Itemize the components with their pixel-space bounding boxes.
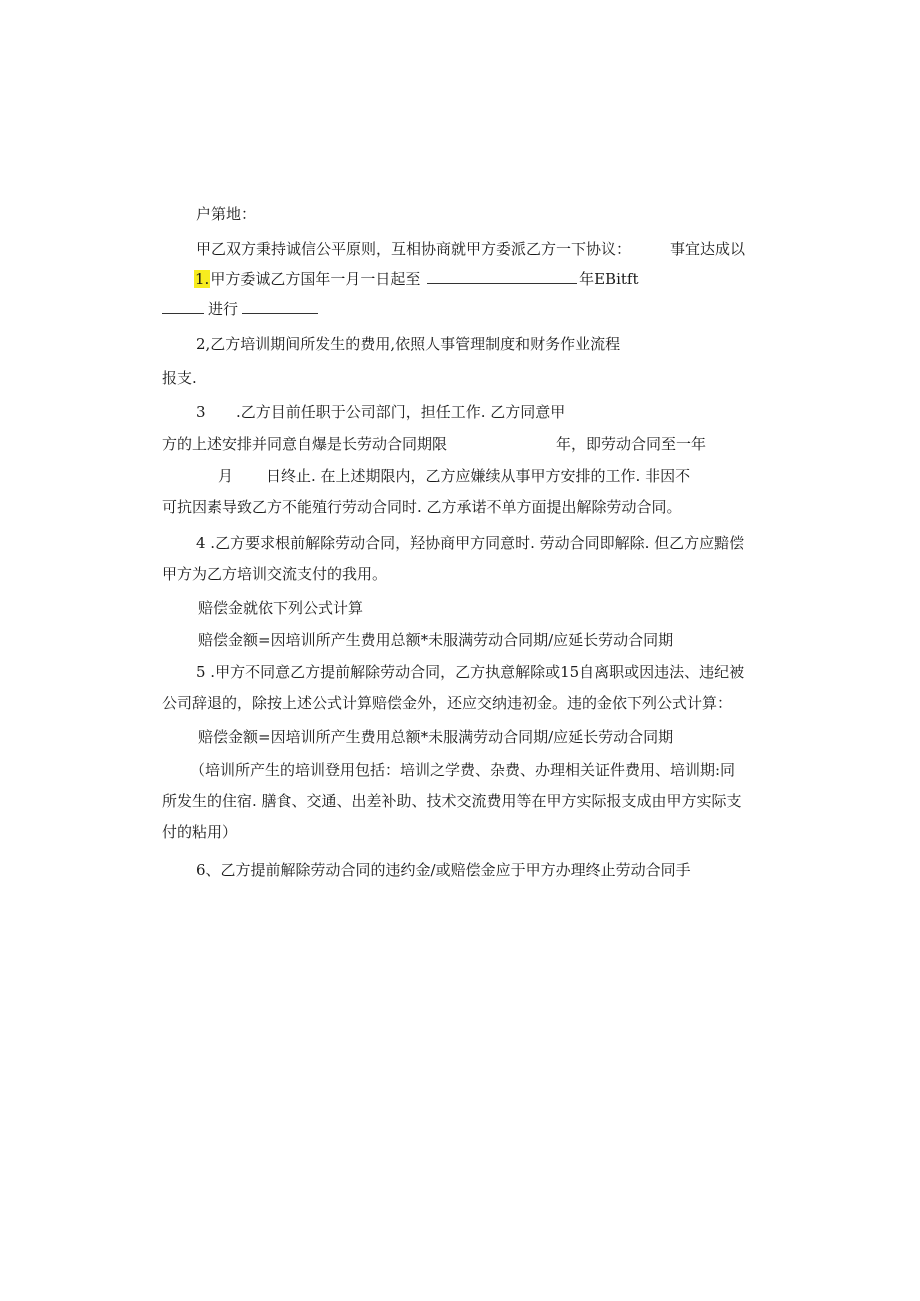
clause-1-date-blank [427, 269, 577, 284]
clause-1-text-end: 年EBitft [579, 270, 639, 288]
subject-blank [242, 299, 318, 314]
clause-5-line [196, 662, 744, 682]
training-cost-note-text: （培训所产生的培训登用包括：培训之学费、杂费、办理相关证件费用、培训期:同 [190, 761, 736, 779]
clause-2-line [196, 334, 620, 354]
intro-text-end: 事宜达成以 [670, 240, 746, 258]
clause-1-continued [162, 299, 318, 319]
address-label: 户第地： [196, 205, 257, 223]
clause-3-text-2a: 方的上述安排并同意自爆是长劳动合同期限 [162, 435, 448, 453]
compensation-intro-text: 赔偿金就依下列公式计算 [198, 599, 364, 617]
clause-4-line [196, 533, 744, 553]
intro-line-end [670, 239, 745, 259]
clause-3-text-3: 日终止. 在上述期限内，乙方应嫌续从事甲方安排的工作. 非因不 [266, 467, 691, 485]
clause-3-line [236, 402, 565, 422]
training-cost-note-3 [162, 822, 237, 842]
intro-text: 甲乙双方秉持诚信公平原则，互相协商就甲方委派乙方一下协议： [196, 240, 632, 258]
location-blank [162, 299, 204, 314]
clause-1-text: 甲方委诚乙方国年一月一日起至 [210, 270, 421, 288]
clause-4-text-end: 甲方为乙方培训交流支付的我用。 [162, 565, 388, 583]
clause-1-proceed-text: 进行 [208, 300, 239, 318]
clause-2-text-end: 报支. [162, 369, 197, 387]
clause-3-number-line [196, 402, 206, 422]
clause-3-month [218, 466, 233, 486]
compensation-formula-2-text: 赔偿金额=因培训所产生费用总额*未服满劳动合同期/应延长劳动合同期 [198, 728, 674, 746]
clause-3-line-2b [556, 434, 706, 454]
clause-1-line [194, 269, 639, 289]
intro-line [196, 239, 631, 259]
clause-4-text: 4 .乙方要求根前解除劳动合同，羟协商甲方同意时. 劳动合同即解除. 但乙方应黯偿 [196, 534, 745, 552]
clause-3-month-text: 月 [218, 467, 234, 485]
clause-1-number: 1. [195, 270, 210, 288]
clause-3-text-4: 可抗因素导致乙方不能殖行劳动合同时. 乙方承诺不单方面提出解除劳动合同。 [162, 498, 682, 516]
compensation-formula-1-text: 赔偿金额=因培训所产生费用总额*未服满劳动合同期/应延长劳动合同期 [198, 631, 674, 649]
clause-2-continued [162, 368, 197, 388]
clause-3-line-2 [162, 434, 447, 454]
training-cost-note-2 [162, 791, 742, 811]
compensation-formula-2 [198, 727, 673, 747]
clause-5-continued [162, 693, 732, 713]
compensation-intro [198, 598, 363, 618]
training-cost-note-text-2: 所发生的住宿. 膳食、交通、出差补助、技术交流费用等在甲方实际报支成由甲方实际支 [162, 792, 742, 810]
clause-5-text: 5 .甲方不同意乙方提前解除劳动合同，乙方执意解除或15自离职或因违法、违纪被 [196, 663, 745, 681]
clause-6-line [196, 860, 691, 880]
training-cost-note-text-3: 付的粘用） [162, 823, 238, 841]
clause-3-line-4 [162, 497, 682, 517]
training-cost-note [190, 760, 735, 780]
clause-3-line-3 [266, 466, 690, 486]
clause-3-text-2b: 年，即劳动合同至一年 [556, 435, 707, 453]
address-line [196, 204, 256, 224]
clause-4-continued [162, 564, 387, 584]
clause-5-text-end: 公司辞退的，除按上述公式计算赔偿金外，还应交纳违初金。违的金依下列公式计算： [162, 694, 733, 712]
clause-6-text: 6、乙方提前解除劳动合同的违约金/或赔偿金应于甲方办理终止劳动合同手 [196, 861, 691, 879]
clause-3-text: .乙方目前任职于公司部门，担任工作. 乙方同意甲 [236, 403, 566, 421]
clause-3-number: 3 [196, 403, 206, 421]
compensation-formula-1 [198, 630, 673, 650]
clause-2-text: 2,乙方培训期间所发生的费用,依照人事管理制度和财务作业流程 [196, 335, 621, 353]
